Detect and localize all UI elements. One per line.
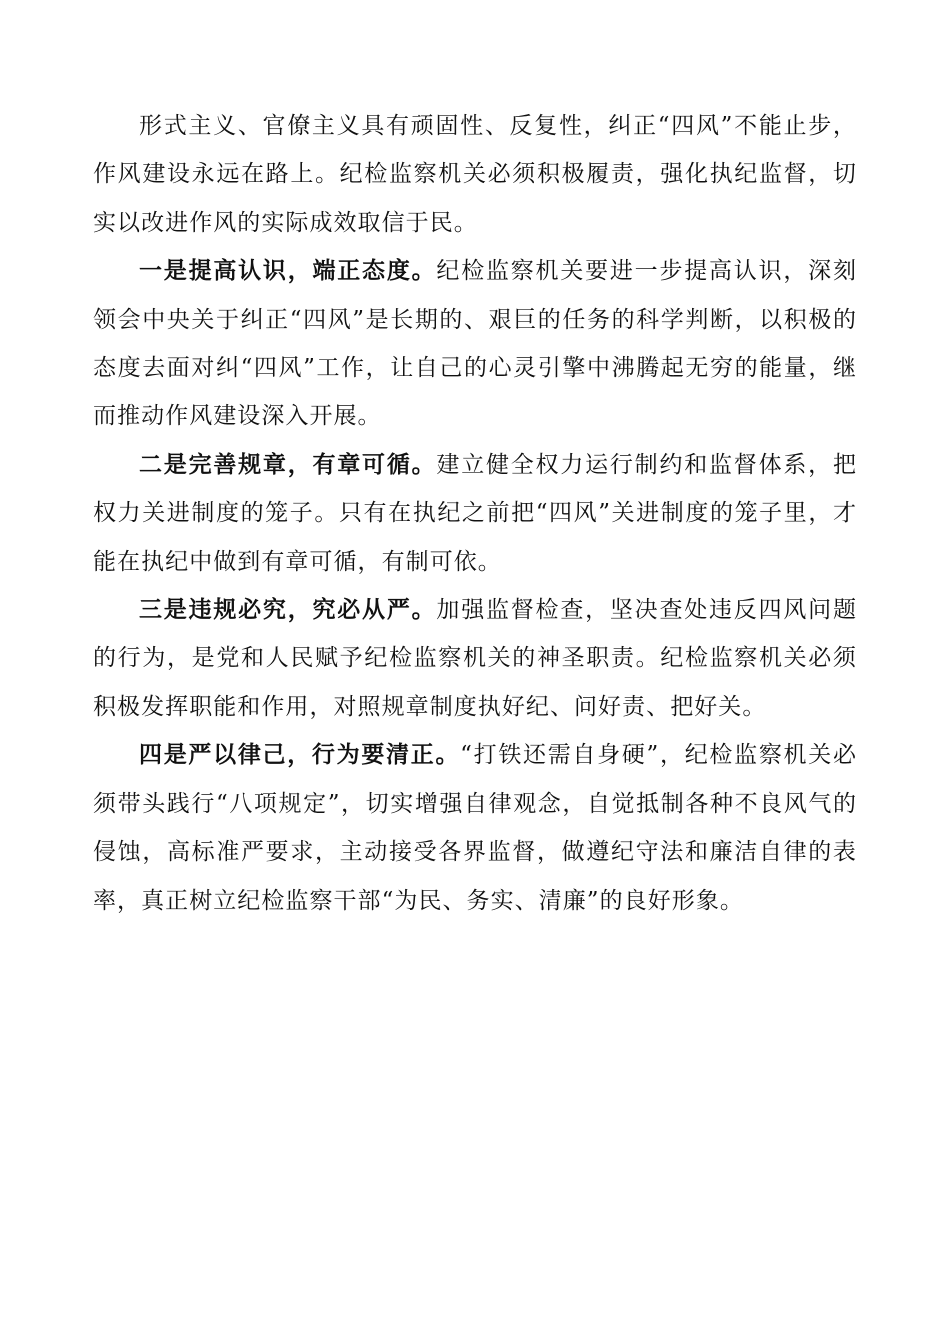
paragraph-heading: 四是严以律己，行为要清正。: [139, 741, 461, 769]
point-three-paragraph: [93, 586, 857, 731]
point-two-paragraph: [93, 441, 857, 586]
document-body: [93, 102, 857, 925]
paragraph-heading: 一是提高认识，端正态度。: [139, 257, 437, 285]
paragraph-text: 建立健全权力运行制约和监督体系，把权力关进制度的笼子。只有在执纪之前把“四风”关进制度的笼子里，才能在执纪中做到有章可循，有制可依。: [93, 451, 857, 575]
point-four-paragraph: [93, 731, 857, 925]
point-one-paragraph: [93, 247, 857, 441]
paragraph-heading: 三是违规必究，究必从严。: [139, 596, 437, 624]
paragraph-text: 加强监督检查，坚决查处违反四风问题的行为，是党和人民赋予纪检监察机关的神圣职责。纪检监察机关必须积极发挥职能和作用，对照规章制度执好纪、问好责、把好关。: [93, 597, 857, 720]
paragraph-text: “打铁还需自身硬”，纪检监察机关必须带头践行“八项规定”，切实增强自律观念，自觉抵制各种不良风气的侵蚀，高标准严要求，主动接受各界监督，做遵纪守法和廉洁自律的表率，真正树立纪检监察干部“为民、务实、清廉”的良好形象。: [93, 742, 857, 914]
paragraph-text: 纪检监察机关要进一步提高认识，深刻领会中央关于纠正“四风”是长期的、艰巨的任务的科学判断，以积极的态度去面对纠“四风”工作，让自己的心灵引擎中沸腾起无穷的能量，继而推动作风建设深入开展。: [93, 258, 857, 430]
paragraph-text: 形式主义、官僚主义具有顽固性、反复性，纠正“四风”不能止步，作风建设永远在路上。纪检监察机关必须积极履责，强化执纪监督，切实以改进作风的实际成效取信于民。: [93, 113, 857, 236]
intro-paragraph: [93, 102, 857, 247]
paragraph-heading: 二是完善规章，有章可循。: [139, 450, 437, 478]
